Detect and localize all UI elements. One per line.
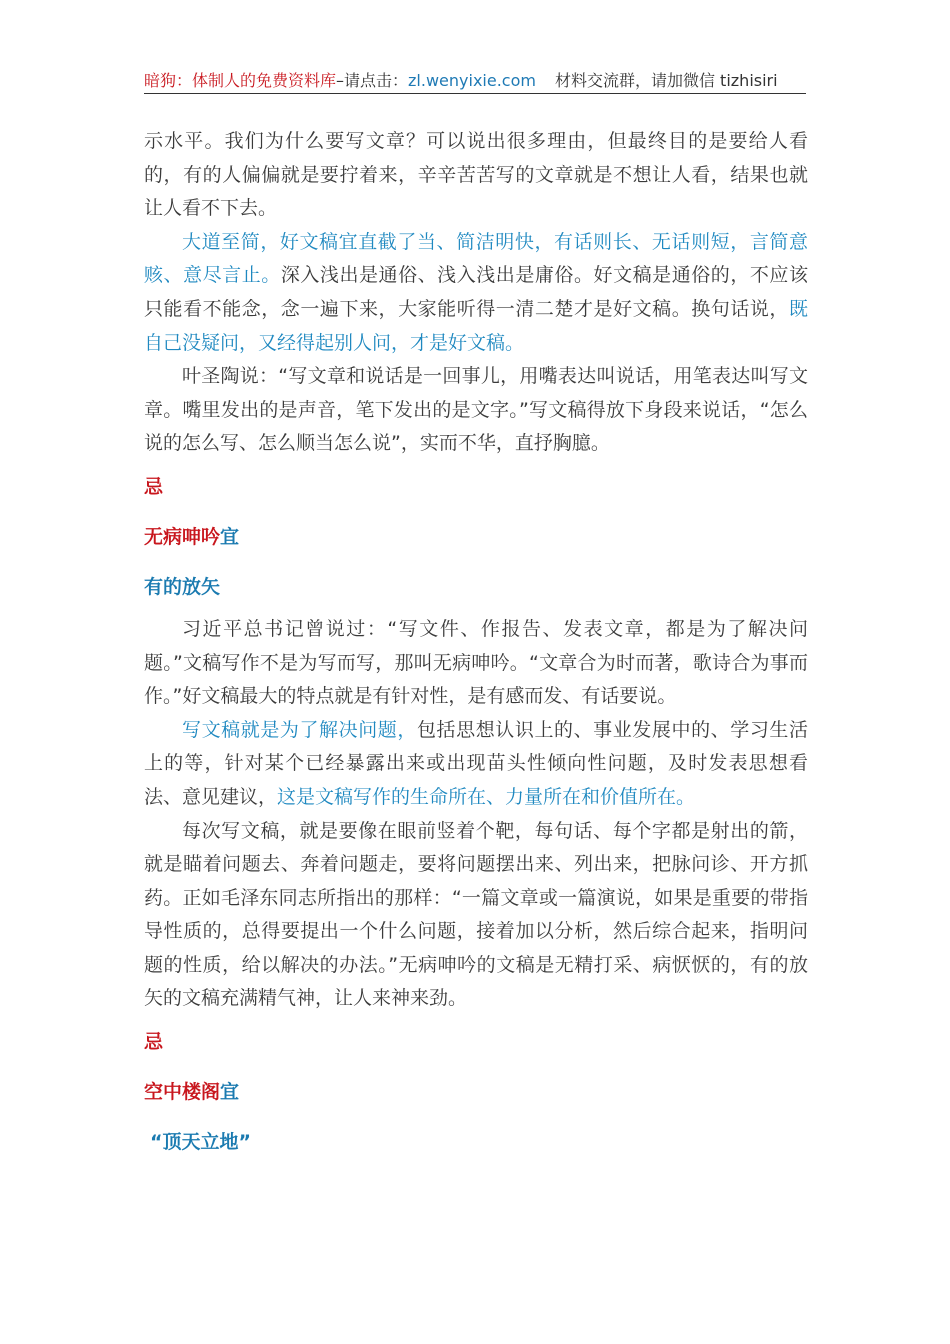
paragraph-4: 习近平总书记曾说过：“写文件、作报告、发表文章，都是为了解决问题。”文稿写作不是为写而写，那叫无病呻吟。“文章合为时而著，歌诗合为事而作。”好文稿最大的特点就是有针对性，是有感而发、有话要说。 bbox=[144, 617, 808, 708]
header-wechat-note: 材料交流群，请加微信 tizhisiri bbox=[554, 71, 778, 90]
paragraph-5 bbox=[144, 714, 808, 815]
document-body bbox=[144, 125, 808, 1154]
paragraph-2 bbox=[144, 226, 808, 360]
section-label-ji: 忌 bbox=[144, 1031, 164, 1054]
heading-yi-text: 宜 bbox=[220, 525, 240, 548]
heading-avoid-text: 空中楼阁 bbox=[144, 1081, 221, 1104]
header-site-name: 暗狗：体制人的免费资料库 bbox=[144, 71, 337, 90]
section-label-ji: 忌 bbox=[144, 475, 164, 498]
section-heading-2: 有的放矢 bbox=[144, 575, 221, 598]
header-click-prompt: –请点击： bbox=[336, 71, 409, 90]
highlight-text: 大道至简，好文稿宜直截了当、简洁明快，有话则长、无话则短，言简意赅、意尽言止。 bbox=[144, 230, 808, 287]
section-heading-1 bbox=[144, 525, 808, 549]
highlight-text: 既自己没疑问，又经得起别人问，才是好文稿。 bbox=[144, 297, 808, 354]
paragraph-6: 每次写文稿，就是要像在眼前竖着个靶，每句话、每个字都是射出的箭，就是瞄着问题去、奔着问题走，要将问题摆出来、列出来，把脉问诊、开方抓药。正如毛泽东同志所指出的那样：“一篇文章或一篇演说，如果是重要的带指导性质的，总得要提出一个什么问题，接着加以分析，然后综合起来，指明问题的性质，给以解决的办法。”无病呻吟的文稿是无精打采、病恹恹的，有的放矢的文稿充满精气神，让人来神来劲。 bbox=[144, 819, 808, 1010]
header-link[interactable]: zl.wenyixie.com bbox=[408, 71, 536, 90]
section-heading-3 bbox=[144, 1080, 808, 1104]
heading-yi-text: 宜 bbox=[220, 1081, 240, 1104]
paragraph-3: 叶圣陶说：“写文章和说话是一回事儿，用嘴表达叫说话，用笔表达叫写文章。嘴里发出的是声音，笔下发出的是文字。”写文稿得放下身段来说话，“怎么说的怎么写、怎么顺当怎么说”，实而不华，直抒胸臆。 bbox=[144, 365, 808, 455]
plain-text: 包括思想认识上的、事业发展中的、学习生活上的等，针对某个已经暴露出来或出现苗头性倾向性问题，及时发表思想看法、意见建议， bbox=[144, 718, 808, 808]
page-header bbox=[144, 70, 806, 92]
header-divider bbox=[144, 93, 806, 94]
highlight-text: 写文稿就是为了解决问题， bbox=[182, 718, 417, 741]
heading-avoid-text: 无病呻吟 bbox=[144, 525, 221, 548]
highlight-text: 这是文稿写作的生命所在、力量所在和价值所在。 bbox=[277, 785, 696, 808]
paragraph-1: 示水平。我们为什么要写文章？可以说出很多理由，但最终目的是要给人看的，有的人偏偏就是要拧着来，辛辛苦苦写的文章就是不想让人看，结果也就让人看不下去。 bbox=[144, 130, 808, 220]
plain-text: 深入浅出是通俗、浅入浅出是庸俗。好文稿是通俗的，不应该只能看不能念，念一遍下来，大家能听得一清二楚才是好文稿。换句话说， bbox=[144, 264, 808, 320]
section-heading-4: “顶天立地” bbox=[150, 1131, 251, 1154]
